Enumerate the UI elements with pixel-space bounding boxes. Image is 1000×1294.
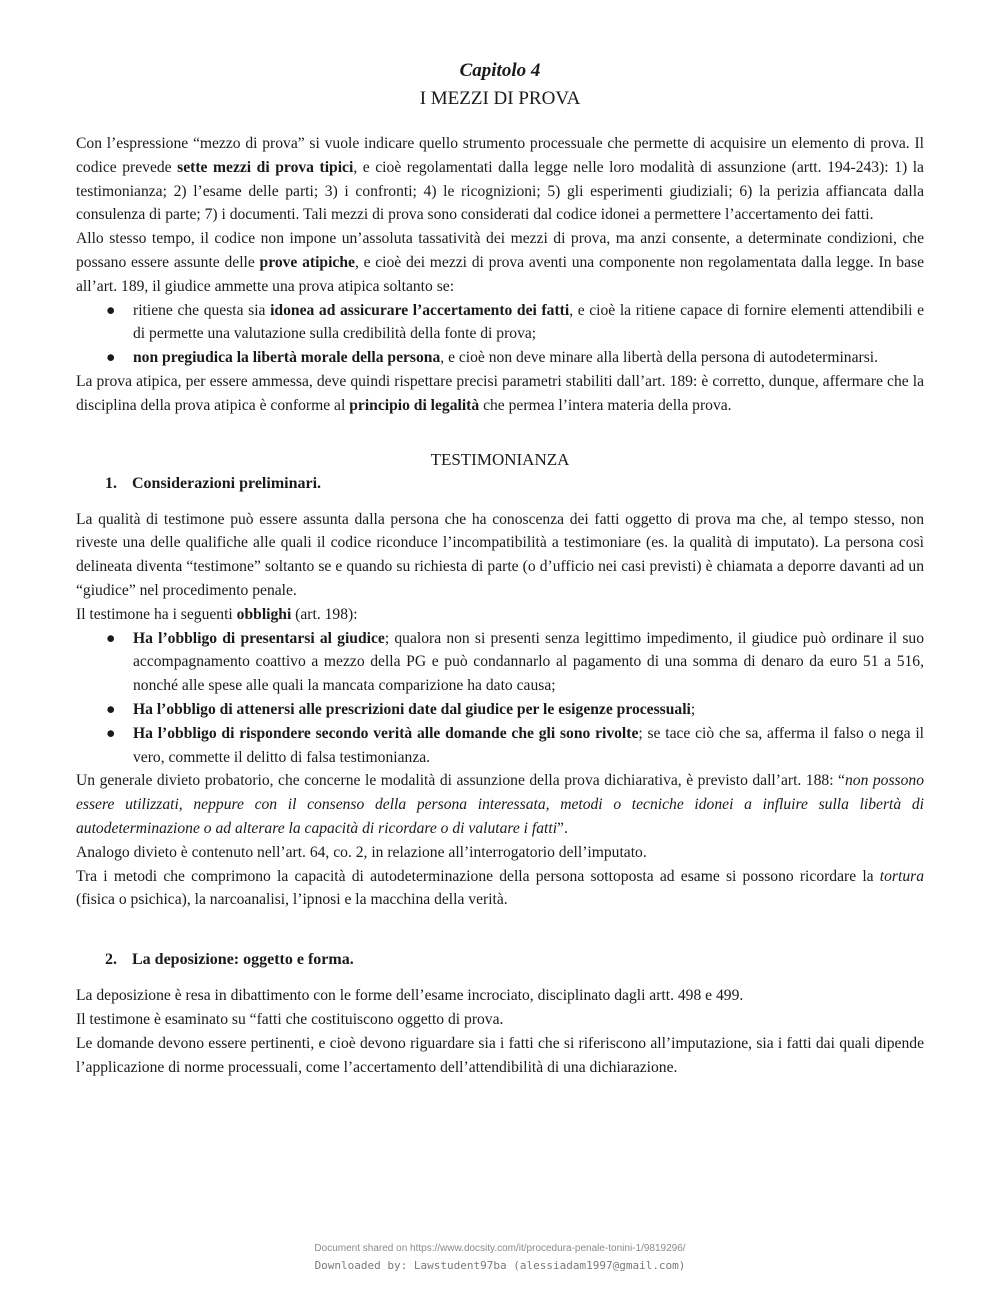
document-page bbox=[76, 58, 924, 1079]
testimony-paragraph-1: La qualità di testimone può essere assunta dalla persona che ha conoscenza dei fatti oggetto di prova ma che, al tempo stesso, non riveste una delle qualifiche alle quali il codice riconduce l’incompatibilità a testimoniare (es. la qualità di imputato). La persona così delineata diventa “testimone” soltanto se e quando su richiesta di parte (o d’ufficio nei casi previsti) è chiamata a deporre davanti ad un “giudice” nel procedimento penale. bbox=[76, 510, 924, 599]
intro-paragraph-2: Allo stesso tempo, il codice non impone un’assoluta tassatività dei mezzi di prova, ma anzi consente, a determinate condizioni, che possano essere assunte delle prove atipiche, e cioè dei mezzi di prova aventi una componente non regolamentata dalla legge. In base all’art. 189, il giudice ammette una prova atipica soltanto se: bbox=[76, 230, 924, 295]
list-item: ● non pregiudica la libertà morale della persona, e cioè non deve minare alla libertà della persona di autodeterminarsi. bbox=[133, 346, 924, 370]
atypical-conditions-list bbox=[76, 299, 924, 370]
subsection-heading-2: 2. La deposizione: oggetto e forma. bbox=[105, 951, 354, 969]
list-item: ● ritiene che questa sia idonea ad assicurare l’accertamento dei fatti, e cioè la ritiene capace di fornire elementi attendibili e di permette una valutazione sulla credibilità della fonte di prova; bbox=[133, 299, 924, 347]
list-item: ● Ha l’obbligo di presentarsi al giudice; qualora non si presenti senza legittimo impedimento, il giudice può ordinare il suo accompagnamento coattivo a mezzo della PG e può condannarlo al pagamento di una somma di denaro da euro 51 a 516, nonché alle spese alle quali la mancata comparizione ha dato causa; bbox=[133, 627, 924, 698]
deposition-paragraph-1: La deposizione è resa in dibattimento con le forme dell’esame incrociato, disciplinato dagli artt. 498 e 499. bbox=[76, 987, 744, 1005]
testimony-paragraph-3: Un generale divieto probatorio, che concerne le modalità di assunzione della prova dichiarativa, è previsto dall’art. 188: “non possono essere utilizzati, neppure con il consenso della persona interessata, metodi o tecniche idonei a influire sulla libertà di autodeterminazione o ad alterare la capacità di ricordare o di valutare i fatti”. bbox=[76, 772, 924, 837]
page-title: I MEZZI DI PROVA bbox=[419, 88, 581, 109]
deposition-paragraph-2: Il testimone è esaminato su “fatti che costituiscono oggetto di prova. bbox=[76, 1010, 504, 1028]
testimony-paragraph-4: Analogo divieto è contenuto nell’art. 64, co. 2, in relazione all’interrogatorio dell’imputato. bbox=[76, 843, 647, 861]
subsection-heading-1: 1. Considerazioni preliminari. bbox=[105, 474, 322, 492]
intro-paragraph-1: Con l’espressione “mezzo di prova” si vuole indicare quello strumento processuale che permette di acquisire un elemento di prova. Il codice prevede sette mezzi di prova tipici, e cioè regolamentati dalla legge nelle loro modalità di assunzione (artt. 194-243): 1) la testimonianza; 2) l’esame delle parti; 3) i confronti; 4) le ricognizioni; 5) gli esperimenti giudiziali; 6) la perizia affiancata dalla consulenza di parte; 7) i documenti. Tali mezzi di prova sono considerati dal codice idonei a permettere l’accertamento dei fatti. bbox=[76, 135, 924, 224]
bullet-icon: ● bbox=[106, 349, 116, 367]
bullet-icon: ● bbox=[106, 724, 116, 742]
bullet-icon: ● bbox=[106, 700, 116, 718]
testimony-paragraph-2: Il testimone ha i seguenti obblighi (art. 198): bbox=[76, 605, 358, 623]
list-item: ● Ha l’obbligo di rispondere secondo verità alle domande che gli sono rivolte; se tace ciò che sa, afferma il falso o nega il vero, commette il delitto di falsa testimonianza. bbox=[133, 722, 924, 770]
bullet-icon: ● bbox=[106, 301, 116, 319]
list-item: ● Ha l’obbligo di attenersi alle prescrizioni date dal giudice per le esigenze processuali; bbox=[133, 698, 924, 722]
footer-shared-note: Document shared on https://www.docsity.com/it/procedura-penale-tonini-1/9819296/ bbox=[314, 1243, 686, 1254]
section-title: TESTIMONIANZA bbox=[430, 449, 570, 469]
obligations-list bbox=[76, 627, 924, 770]
intro-paragraph-3: La prova atipica, per essere ammessa, deve quindi rispettare precisi parametri stabiliti dall’art. 189: è corretto, dunque, affermare che la disciplina della prova atipica è conforme al principio di legalità che permea l’intera materia della prova. bbox=[76, 372, 924, 414]
deposition-paragraph-3: Le domande devono essere pertinenti, e cioè devono riguardare sia i fatti che si riferiscono all’imputazione, sia i fatti dai quali dipende l’applicazione di norme processuali, come l’accertamento dell’attendibilità di una dichiarazione. bbox=[76, 1034, 924, 1076]
footer-downloaded-note: Downloaded by: Lawstudent97ba (alessiadam1997@gmail.com) bbox=[314, 1259, 686, 1272]
chapter-label: Capitolo 4 bbox=[459, 60, 541, 81]
testimony-paragraph-5: Tra i metodi che comprimono la capacità di autodeterminazione della persona sottoposta ad esame si possono ricordare la tortura (fisica o psichica), la narcoanalisi, l’ipnosi e la macchina della verità. bbox=[76, 867, 924, 909]
bullet-icon: ● bbox=[106, 629, 116, 647]
